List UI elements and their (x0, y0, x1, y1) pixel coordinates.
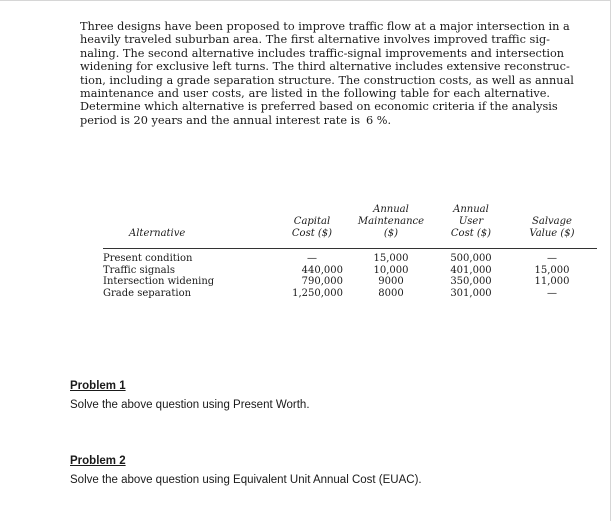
page-border-top (0, 0, 611, 1)
problem-2-title: Problem 2 (70, 455, 126, 467)
header-capital-cost: Capital Cost ($) (291, 216, 333, 239)
statement-line: naling. The second alternative includes traffic-signal improvements and intersection (80, 46, 565, 60)
header-salvage-value: Salvage Value ($) (529, 216, 575, 239)
statement-line: tion, including a grade separation structure. The construction costs, as well as annual (80, 73, 574, 87)
problem-1-title: Problem 1 (70, 380, 126, 392)
header-annual-user-cost: Annual User Cost ($) (450, 204, 492, 239)
statement-line: period is 20 years and the annual interest rate is (80, 113, 361, 127)
problem-1 (70, 380, 310, 411)
statement-line: Determine which alternative is preferred based on economic criteria if the analysis (80, 100, 558, 114)
statement-line-last (80, 114, 550, 127)
problem-2 (70, 455, 422, 486)
statement-line: Three designs have been proposed to improve traffic flow at a major intersection in a (80, 20, 570, 33)
table-row: Traffic signals 440,000 10,000 401,000 15,000 (103, 264, 570, 276)
table-row: Present condition — 15,000 500,000 — (103, 253, 557, 264)
interest-rate: 6 %. (366, 113, 392, 127)
header-annual-maintenance: Annual Maintenance ($) (357, 204, 425, 239)
header-rule (103, 240, 597, 249)
statement-line: widening for exclusive left turns. The third alternative includes extensive reconstruc- (80, 60, 570, 74)
problem-2-text: Solve the above question using Equivalent Unit Annual Cost (EUAC). (70, 474, 422, 486)
table-row: Grade separation 1,250,000 8000 301,000 — (103, 287, 557, 299)
problem-1-text: Solve the above question using Present Worth. (70, 399, 310, 411)
alternatives-table (103, 204, 597, 299)
header-alternative: Alternative (129, 228, 186, 239)
table-row: Intersection widening 790,000 9000 350,000 11,000 (103, 276, 570, 288)
statement-line: maintenance and user costs, are listed in the following table for each alternative. (80, 87, 550, 101)
statement-line: heavily traveled suburban area. The first alternative involves improved traffic sig- (80, 33, 550, 47)
problem-statement (80, 20, 574, 127)
table-header-row (103, 204, 597, 240)
